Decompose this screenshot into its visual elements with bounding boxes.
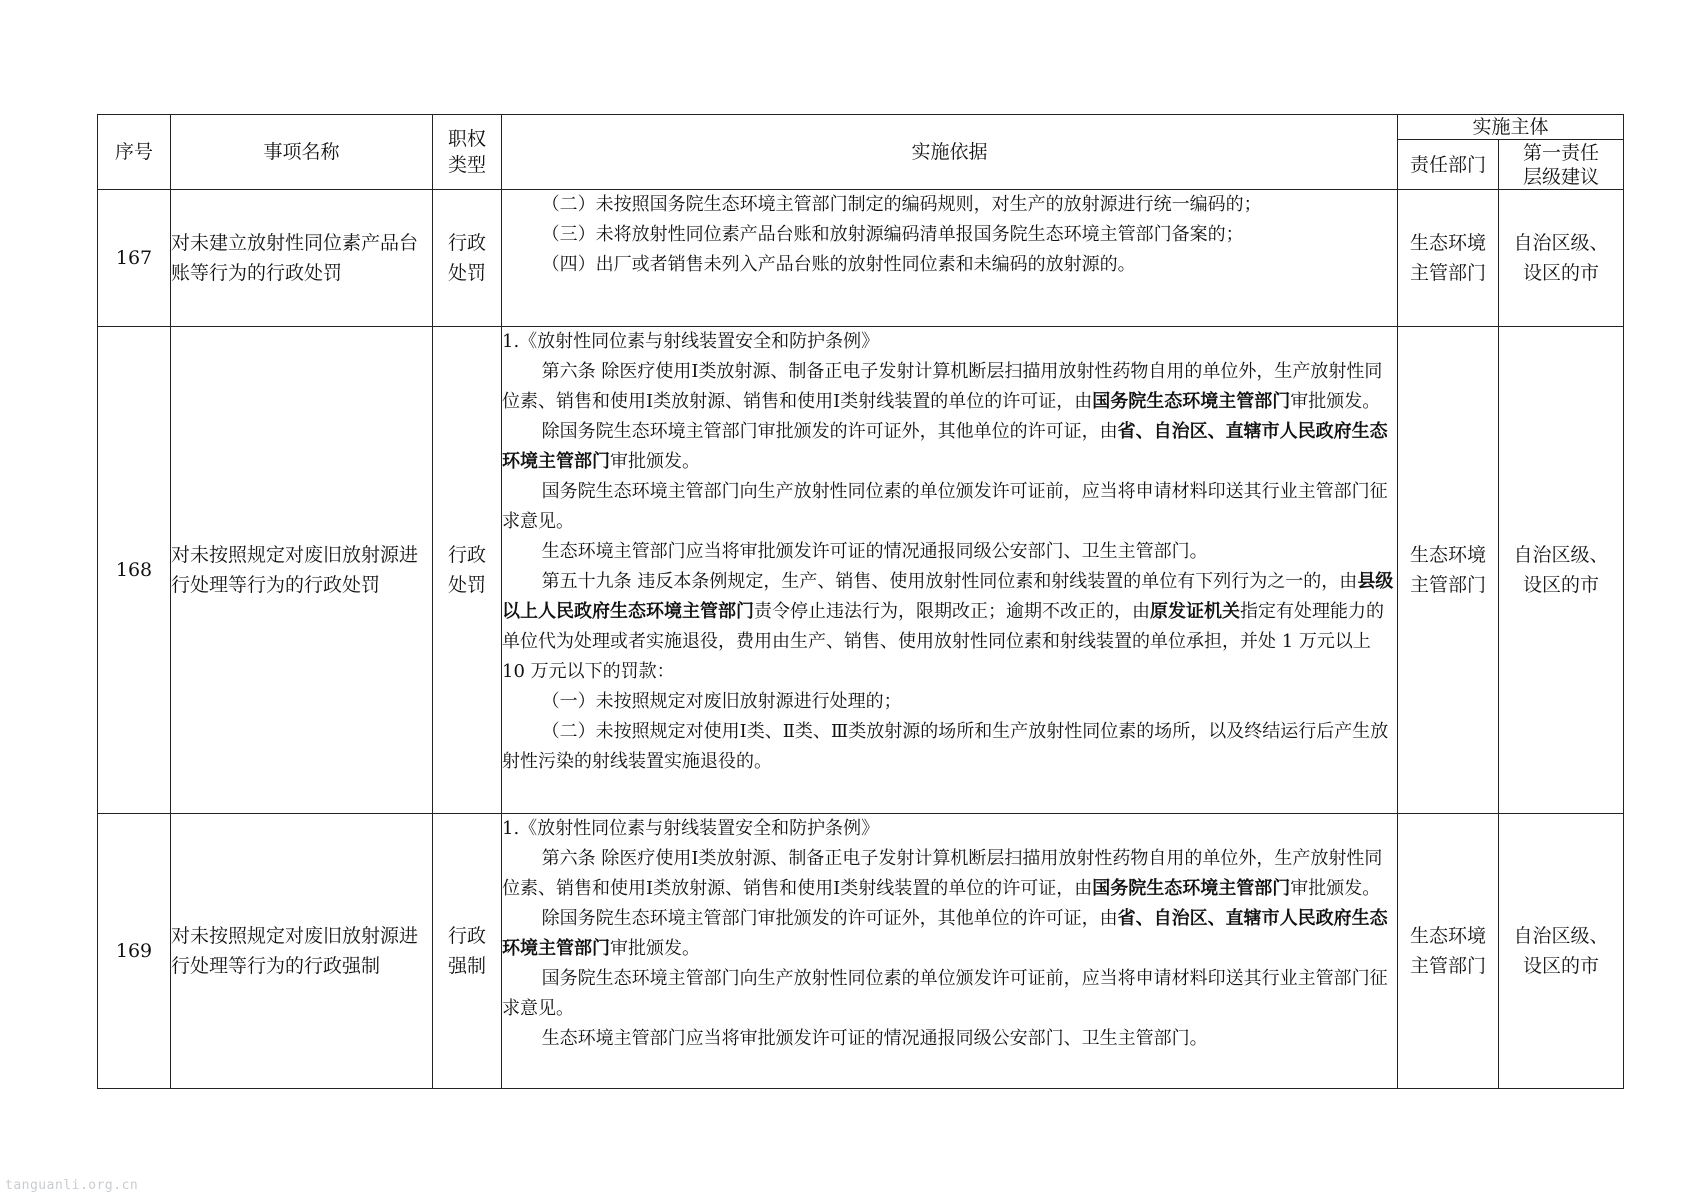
basis-emphasis: 原发证机关 [1150, 601, 1240, 622]
basis-text: 1.《放射性同位素与射线装置安全和防护条例》 [502, 818, 880, 839]
basis-text: （二）未按照规定对使用Ⅰ类、Ⅱ类、Ⅲ类放射源的场所和生产放射性同位素的场所，以及终结运行后产生放射性污染的射线装置实施退役的。 [502, 721, 1389, 772]
basis-text: 国务院生态环境主管部门向生产放射性同位素的单位颁发许可证前，应当将申请材料印送其行业主管部门征求意见。 [502, 968, 1388, 1019]
header-level: 第一责任层级建议 [1499, 140, 1624, 190]
site-watermark: tanguanli.org.cn [5, 1178, 139, 1193]
item-name: 对未按照规定对废旧放射源进行处理等行为的行政强制 [171, 814, 433, 1089]
basis-emphasis: 国务院生态环境主管部门 [1092, 391, 1291, 412]
basis-paragraph [502, 904, 1397, 964]
first-level-suggestion: 自治区级、设区的市 [1499, 327, 1624, 814]
first-level-suggestion: 自治区级、设区的市 [1499, 190, 1624, 327]
basis-text: 第六条 除医疗使用Ⅰ类放射源、制备正电子发射计算机断层扫描用放射性药物自用的单位外，生产放射性同位素、销售和使用Ⅰ类放射源、销售和使用Ⅰ类射线装置的单位的许可证，由 [502, 361, 1383, 412]
basis-text: 第五十九条 违反本条例规定，生产、销售、使用放射性同位素和射线装置的单位有下列行为之一的，由 [541, 571, 1358, 592]
header-basis: 实施依据 [502, 115, 1398, 190]
header-type: 职权类型 [433, 115, 502, 190]
basis-text: 审批颁发。 [1290, 878, 1381, 899]
basis-text: 生态环境主管部门应当将审批颁发许可证的情况通报同级公安部门、卫生主管部门。 [541, 1028, 1208, 1049]
basis-text: 第六条 除医疗使用Ⅰ类放射源、制备正电子发射计算机断层扫描用放射性药物自用的单位外，生产放射性同位素、销售和使用Ⅰ类放射源、销售和使用Ⅰ类射线装置的单位的许可证，由 [502, 848, 1383, 899]
basis-paragraph [502, 717, 1397, 777]
basis-paragraph [502, 250, 1397, 280]
row-number: 169 [98, 814, 171, 1089]
responsible-dept: 生态环境主管部门 [1398, 190, 1499, 327]
basis-text: 生态环境主管部门应当将审批颁发许可证的情况通报同级公安部门、卫生主管部门。 [541, 541, 1208, 562]
basis-text: 审批颁发。 [610, 451, 700, 472]
basis-paragraph [502, 567, 1397, 687]
header-name: 事项名称 [171, 115, 433, 190]
authority-type: 行政强制 [433, 814, 502, 1089]
basis-paragraph [502, 964, 1397, 1024]
legal-basis [502, 190, 1398, 327]
basis-paragraph [502, 357, 1397, 417]
basis-text: 国务院生态环境主管部门向生产放射性同位素的单位颁发许可证前，应当将申请材料印送其行业主管部门征求意见。 [502, 481, 1388, 532]
basis-emphasis: 县级以上人民政府生态环境主管部门 [502, 571, 1394, 622]
row-number: 167 [98, 190, 171, 327]
basis-paragraph [502, 814, 1397, 844]
header-subject: 实施主体 [1398, 115, 1624, 140]
basis-text: 除国务院生态环境主管部门审批颁发的许可证外，其他单位的许可证，由 [541, 908, 1118, 929]
table-header [98, 115, 1624, 190]
basis-text: 指定有处理能力的单位代为处理或者实施退役，费用由生产、销售、使用放射性同位素和射线装置的单位承担，并处 1 万元以上 10 万元以下的罚款： [502, 601, 1384, 682]
table-body [98, 190, 1624, 1089]
first-level-suggestion: 自治区级、设区的市 [1499, 814, 1624, 1089]
enforcement-items-table [97, 114, 1624, 1089]
basis-text: （四）出厂或者销售未列入产品台账的放射性同位素和未编码的放射源的。 [541, 254, 1136, 275]
responsible-dept: 生态环境主管部门 [1398, 327, 1499, 814]
basis-text: 除国务院生态环境主管部门审批颁发的许可证外，其他单位的许可证，由 [541, 421, 1118, 442]
header-no: 序号 [98, 115, 171, 190]
responsible-dept: 生态环境主管部门 [1398, 814, 1499, 1089]
basis-paragraph [502, 1024, 1397, 1054]
basis-text: 审批颁发。 [610, 938, 700, 959]
basis-emphasis: 国务院生态环境主管部门 [1092, 878, 1291, 899]
header-dept: 责任部门 [1398, 140, 1499, 190]
basis-text: （三）未将放射性同位素产品台账和放射源编码清单报国务院生态环境主管部门备案的； [541, 224, 1244, 245]
row-number: 168 [98, 327, 171, 814]
basis-paragraph [502, 190, 1397, 220]
basis-paragraph [502, 687, 1397, 717]
item-name: 对未建立放射性同位素产品台账等行为的行政处罚 [171, 190, 433, 327]
basis-text: 1.《放射性同位素与射线装置安全和防护条例》 [502, 331, 880, 352]
table-row [98, 814, 1624, 1089]
basis-text: （二）未按照国务院生态环境主管部门制定的编码规则，对生产的放射源进行统一编码的； [541, 194, 1262, 215]
item-name: 对未按照规定对废旧放射源进行处理等行为的行政处罚 [171, 327, 433, 814]
basis-text: 责令停止违法行为，限期改正；逾期不改正的，由 [754, 601, 1150, 622]
basis-paragraph [502, 417, 1397, 477]
basis-paragraph [502, 537, 1397, 567]
table-row [98, 190, 1624, 327]
authority-type: 行政处罚 [433, 327, 502, 814]
legal-basis [502, 327, 1398, 814]
basis-paragraph [502, 327, 1397, 357]
basis-paragraph [502, 477, 1397, 537]
basis-paragraph [502, 844, 1397, 904]
basis-text: （一）未按照规定对废旧放射源进行处理的； [541, 691, 902, 712]
basis-emphasis: 省、自治区、直辖市人民政府生态环境主管部门 [502, 421, 1388, 472]
basis-text: 审批颁发。 [1290, 391, 1381, 412]
basis-emphasis: 省、自治区、直辖市人民政府生态环境主管部门 [502, 908, 1388, 959]
table-row [98, 327, 1624, 814]
legal-basis [502, 814, 1398, 1089]
basis-paragraph [502, 220, 1397, 250]
authority-type: 行政处罚 [433, 190, 502, 327]
